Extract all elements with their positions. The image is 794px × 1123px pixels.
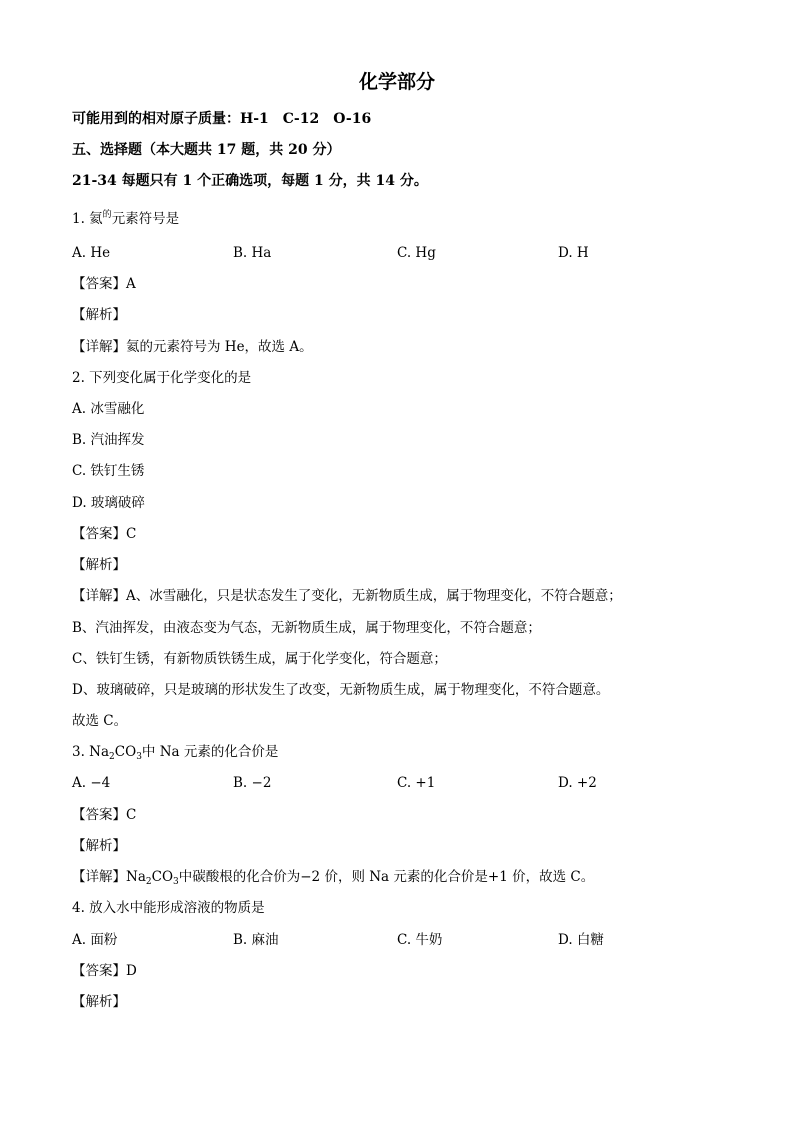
question-4-analysis-label: 【解析】 <box>72 994 126 1010</box>
option-a: A. −4 <box>72 775 111 791</box>
atomic-mass-line: 可能用到的相对原子质量：H-1 C-12 O-16 <box>72 111 372 127</box>
option-d: D. 白糖 <box>558 932 604 948</box>
question-1-analysis-label: 【解析】 <box>72 307 126 323</box>
question-2-analysis-label: 【解析】 <box>72 557 126 573</box>
instruction-line: 21-34 每题只有 1 个正确选项，每题 1 分，共 14 分。 <box>72 173 428 189</box>
page-title: 化学部分 <box>358 71 435 93</box>
question-3-stem: 3. $Na_2CO_3$中 Na 元素的化合价是 <box>72 744 279 762</box>
question-2-answer: 【答案】C <box>72 526 137 542</box>
question-2-detail-line-1: 【详解】A、冰雪融化，只是状态发生了变化，无新物质生成，属于物理变化，不符合题意； <box>72 588 622 604</box>
option-b: B. Ha <box>233 245 272 261</box>
question-3-analysis-label: 【解析】 <box>72 838 126 854</box>
question-2-detail-line-2: B、汽油挥发，由液态变为气态，无新物质生成，属于物理变化，不符合题意； <box>72 620 541 636</box>
question-3-detail: 【详解】$Na_2CO_3$中碳酸根的化合价为−2 价，则 Na 元素的化合价是+1 价，故选 C。 <box>72 869 595 887</box>
option-d: D. +2 <box>558 775 597 791</box>
option-a: A. 面粉 <box>72 932 118 948</box>
question-1-detail: 【详解】氦的元素符号为 He，故选 A。 <box>72 339 313 355</box>
option-c: C. 牛奶 <box>397 932 443 948</box>
question-2-option-d: D. 玻璃破碎 <box>72 495 145 511</box>
question-4-answer: 【答案】D <box>72 963 137 979</box>
question-2-option-b: B. 汽油挥发 <box>72 432 145 448</box>
option-c: C. +1 <box>397 775 436 791</box>
section-heading: 五、选择题（本大题共 17 题，共 20 分） <box>72 142 341 158</box>
option-a: A. He <box>72 245 111 261</box>
question-2-detail-line-4: D、玻璃破碎，只是玻璃的形状发生了改变，无新物质生成，属于物理变化，不符合题意。 <box>72 682 610 698</box>
question-2-conclusion: 故选 C。 <box>72 713 128 729</box>
option-c: C. Hg <box>397 245 436 261</box>
question-3-answer: 【答案】C <box>72 807 137 823</box>
question-1-answer: 【答案】A <box>72 276 136 292</box>
option-b: B. 麻油 <box>233 932 279 948</box>
question-2-detail-line-3: C、铁钉生锈，有新物质铁锈生成，属于化学变化，符合题意； <box>72 651 447 667</box>
question-2-stem: 2. 下列变化属于化学变化的是 <box>72 370 252 386</box>
question-4-stem: 4. 放入水中能形成溶液的物质是 <box>72 900 265 916</box>
option-b: B. −2 <box>233 775 272 791</box>
question-2-option-c: C. 铁钉生锈 <box>72 463 145 479</box>
question-2-option-a: A. 冰雪融化 <box>72 401 145 417</box>
question-1-stem: 1. 氦$^的$元素符号是 <box>72 210 180 227</box>
option-d: D. H <box>558 245 589 261</box>
